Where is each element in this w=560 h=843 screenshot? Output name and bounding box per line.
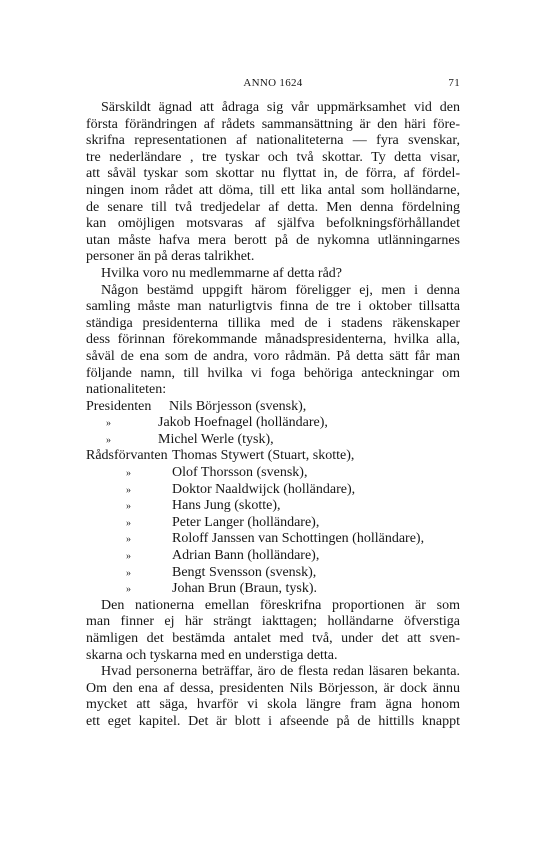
role-label: Rådsförvanten [86,448,168,464]
member-name: Doktor Naaldwijck (holländare), [172,481,356,497]
roster-row [86,415,460,432]
member-name: Peter Langer (holländare), [172,514,320,530]
text-line: dess förinnan förekommande månadspresidenterna, hvilka alla, [86,332,460,348]
role-label: Presidenten [86,398,152,414]
text-line: Någon bestämd uppgift härom föreligger ej, men i denna [101,282,460,298]
text-line: att såväl tyskar som skottar nu flyttat in, de förra, af fördel- [86,166,460,182]
body-text [86,100,460,731]
text-line: första förändringen af rådets sammansättning är den häri före- [86,116,460,132]
text-line: Hvad personerna beträffar, äro de flesta redan läsaren bekanta. [101,664,460,680]
roster-row [86,515,460,532]
paragraph-council-members [86,283,460,399]
roster-row [86,498,460,515]
member-name: Johan Brun (Braun, tysk). [172,581,318,597]
member-name: Nils Börjesson (svensk), [169,398,307,414]
council-roster [86,399,460,598]
text-line: skarna och tyskarna med en understiga detta. [86,647,338,663]
member-name: Roloff Janssen van Schottingen (holländare), [172,531,425,547]
ditto-mark: » [126,484,131,496]
roster-row [86,448,460,465]
text-line: följande namn, till hvilka vi foga behöriga anteckningar om [86,365,460,381]
text-line: mycket att säga, hvarför vi skola längre fram ägna honom [86,697,460,713]
running-head [86,77,460,93]
roster-row [86,548,460,565]
paragraph-question [86,266,460,283]
roster-row [86,465,460,482]
ditto-mark: » [126,534,131,546]
ditto-mark: » [106,418,111,430]
member-name: Adrian Bann (holländare), [172,548,320,564]
ditto-mark: » [126,517,131,529]
ditto-mark: » [126,501,131,513]
page-number: 71 [448,77,460,89]
roster-row [86,482,460,499]
running-title: ANNO 1624 [243,77,303,89]
text-line: ständiga presidenterna tillika med de i stadens räkenskaper [86,315,460,331]
ditto-mark: » [126,551,131,563]
text-line: personer än på deras talrikhet. [86,249,255,265]
text-line: nationaliteten: [86,382,167,398]
roster-row [86,565,460,582]
roster-row [86,531,460,548]
text-line: ett eget kapitel. Det är blott i afseende på de hittills knappt [86,713,460,729]
member-name: Bengt Svensson (svensk), [172,564,317,580]
roster-row [86,399,460,416]
text-line: samling måste man naturligtvis finna de tre i oktober tillsatta [86,299,460,315]
text-line: man finner ej här strängt iakttagen; holländarne öfverstiga [86,614,460,630]
text-line: Hvilka voro nu medlemmarne af detta råd? [101,265,343,281]
text-line: Särskildt ägnad att ådraga sig vår uppmärksamhet vid den [101,100,460,115]
text-line: tre nederländare , tre tyskar och två skottar. Ty detta visar, [86,149,460,165]
text-line: kan omöjligen motsvaras af själfva befolkningsförhållandet [86,216,460,232]
roster-row [86,432,460,449]
text-line: utan måste hafva mera berott på de nykomna utlänningarnes [86,232,460,248]
text-line: Om den ena af dessa, presidenten Nils Börjesson, är dock ännu [86,680,460,696]
ditto-mark: » [126,567,131,579]
paragraph-persons [86,664,460,730]
roster-row [86,581,460,598]
text-line: nämligen det bestämda antalet med två, under det att sven- [86,631,460,646]
member-name: Thomas Stywert (Stuart, skotte), [172,448,355,464]
member-name: Hans Jung (skotte), [172,498,281,514]
text-line: skrifna representationen af nationaliteterna — fyra svenskar, [86,133,460,149]
text-line: de senare till två tredjedelar af detta. Men denna fördelning [86,199,460,215]
ditto-mark: » [126,468,131,480]
paragraph-proportion [86,598,460,664]
ditto-mark: » [106,434,111,446]
member-name: Olof Thorsson (svensk), [172,465,308,481]
member-name: Michel Werle (tysk), [158,431,274,447]
text-line: såväl de ena som de andra, voro rådmän. På detta sätt får man [86,348,460,364]
text-line: Den nationerna emellan föreskrifna proportionen är som [101,597,460,613]
paragraph-nationality-representation [86,100,460,266]
ditto-mark: » [126,584,131,596]
member-name: Jakob Hoefnagel (holländare), [158,415,328,431]
text-line: ningen inom rådet att döma, till ett lika antal som holländarne, [86,182,460,198]
